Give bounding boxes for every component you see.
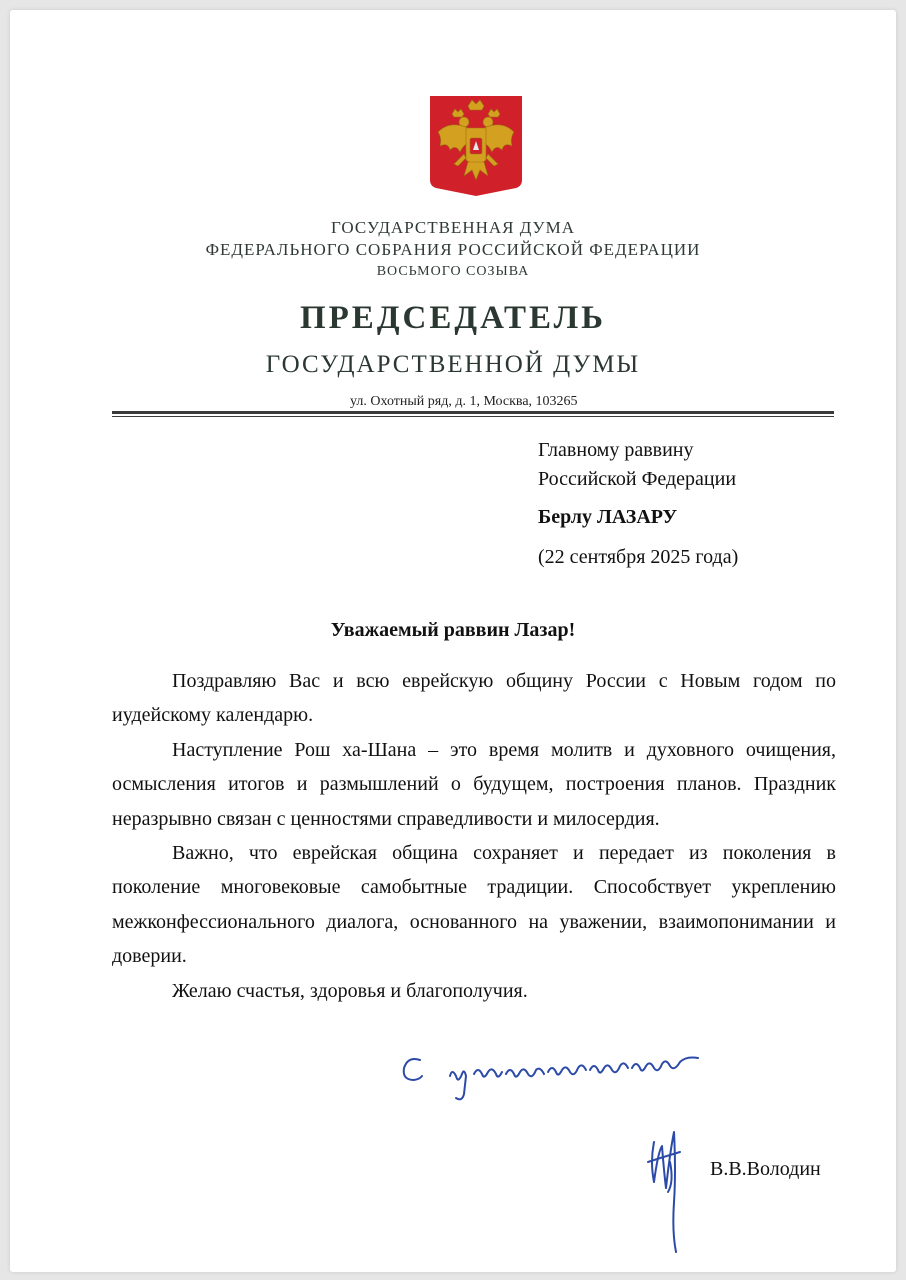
header-rule-thick: [112, 411, 834, 414]
org-name-line1: ГОСУДАРСТВЕННАЯ ДУМА: [331, 218, 575, 237]
letterhead-address: ул. Охотный ряд, д. 1, Москва, 103265: [350, 394, 578, 409]
signature: [640, 1112, 700, 1262]
addressee-name: Берлу ЛАЗАРУ: [538, 506, 678, 528]
body-paragraph: Желаю счастья, здоровья и благополучия.: [172, 979, 528, 1002]
handwritten-closing: [398, 1046, 718, 1106]
org-name-line2: ФЕДЕРАЛЬНОГО СОБРАНИЯ РОССИЙСКОЙ ФЕДЕРАЦИИ: [205, 240, 701, 259]
letter-body: [112, 664, 836, 1008]
letter-title: ПРЕДСЕДАТЕЛЬ: [299, 300, 606, 336]
convocation-line: ВОСЬМОГО СОЗЫВА: [376, 264, 530, 279]
russian-coat-of-arms-icon: [428, 94, 524, 196]
header-rule-thin: [112, 416, 834, 417]
addressee-title-line1: Главному раввину: [538, 439, 694, 461]
body-paragraph: Поздравляю Вас и всю еврейскую общину России с Новым годом по иудейскому календарю.: [112, 670, 836, 727]
letter-page: [10, 10, 896, 1272]
salutation: Уважаемый раввин Лазар!: [330, 619, 576, 641]
addressee-title-line2: Российской Федерации: [538, 468, 737, 490]
letter-subtitle: ГОСУДАРСТВЕННОЙ ДУМЫ: [265, 351, 641, 378]
signer-name: В.В.Володин: [710, 1158, 821, 1180]
body-paragraph: Наступление Рош ха-Шана – это время молитв и духовного очищения, осмысления итогов и размышлений о будущем, построения планов. Праздник неразрывно связан с ценностями справедливости и милосердия.: [112, 738, 836, 830]
body-paragraph: Важно, что еврейская община сохраняет и передает из поколения в поколение многовековые самобытные традиции. Способствует укреплению межконфессионального диалога, основанного на уважении, взаимопонимании и доверии.: [112, 842, 836, 968]
letter-date: (22 сентября 2025 года): [538, 546, 739, 568]
